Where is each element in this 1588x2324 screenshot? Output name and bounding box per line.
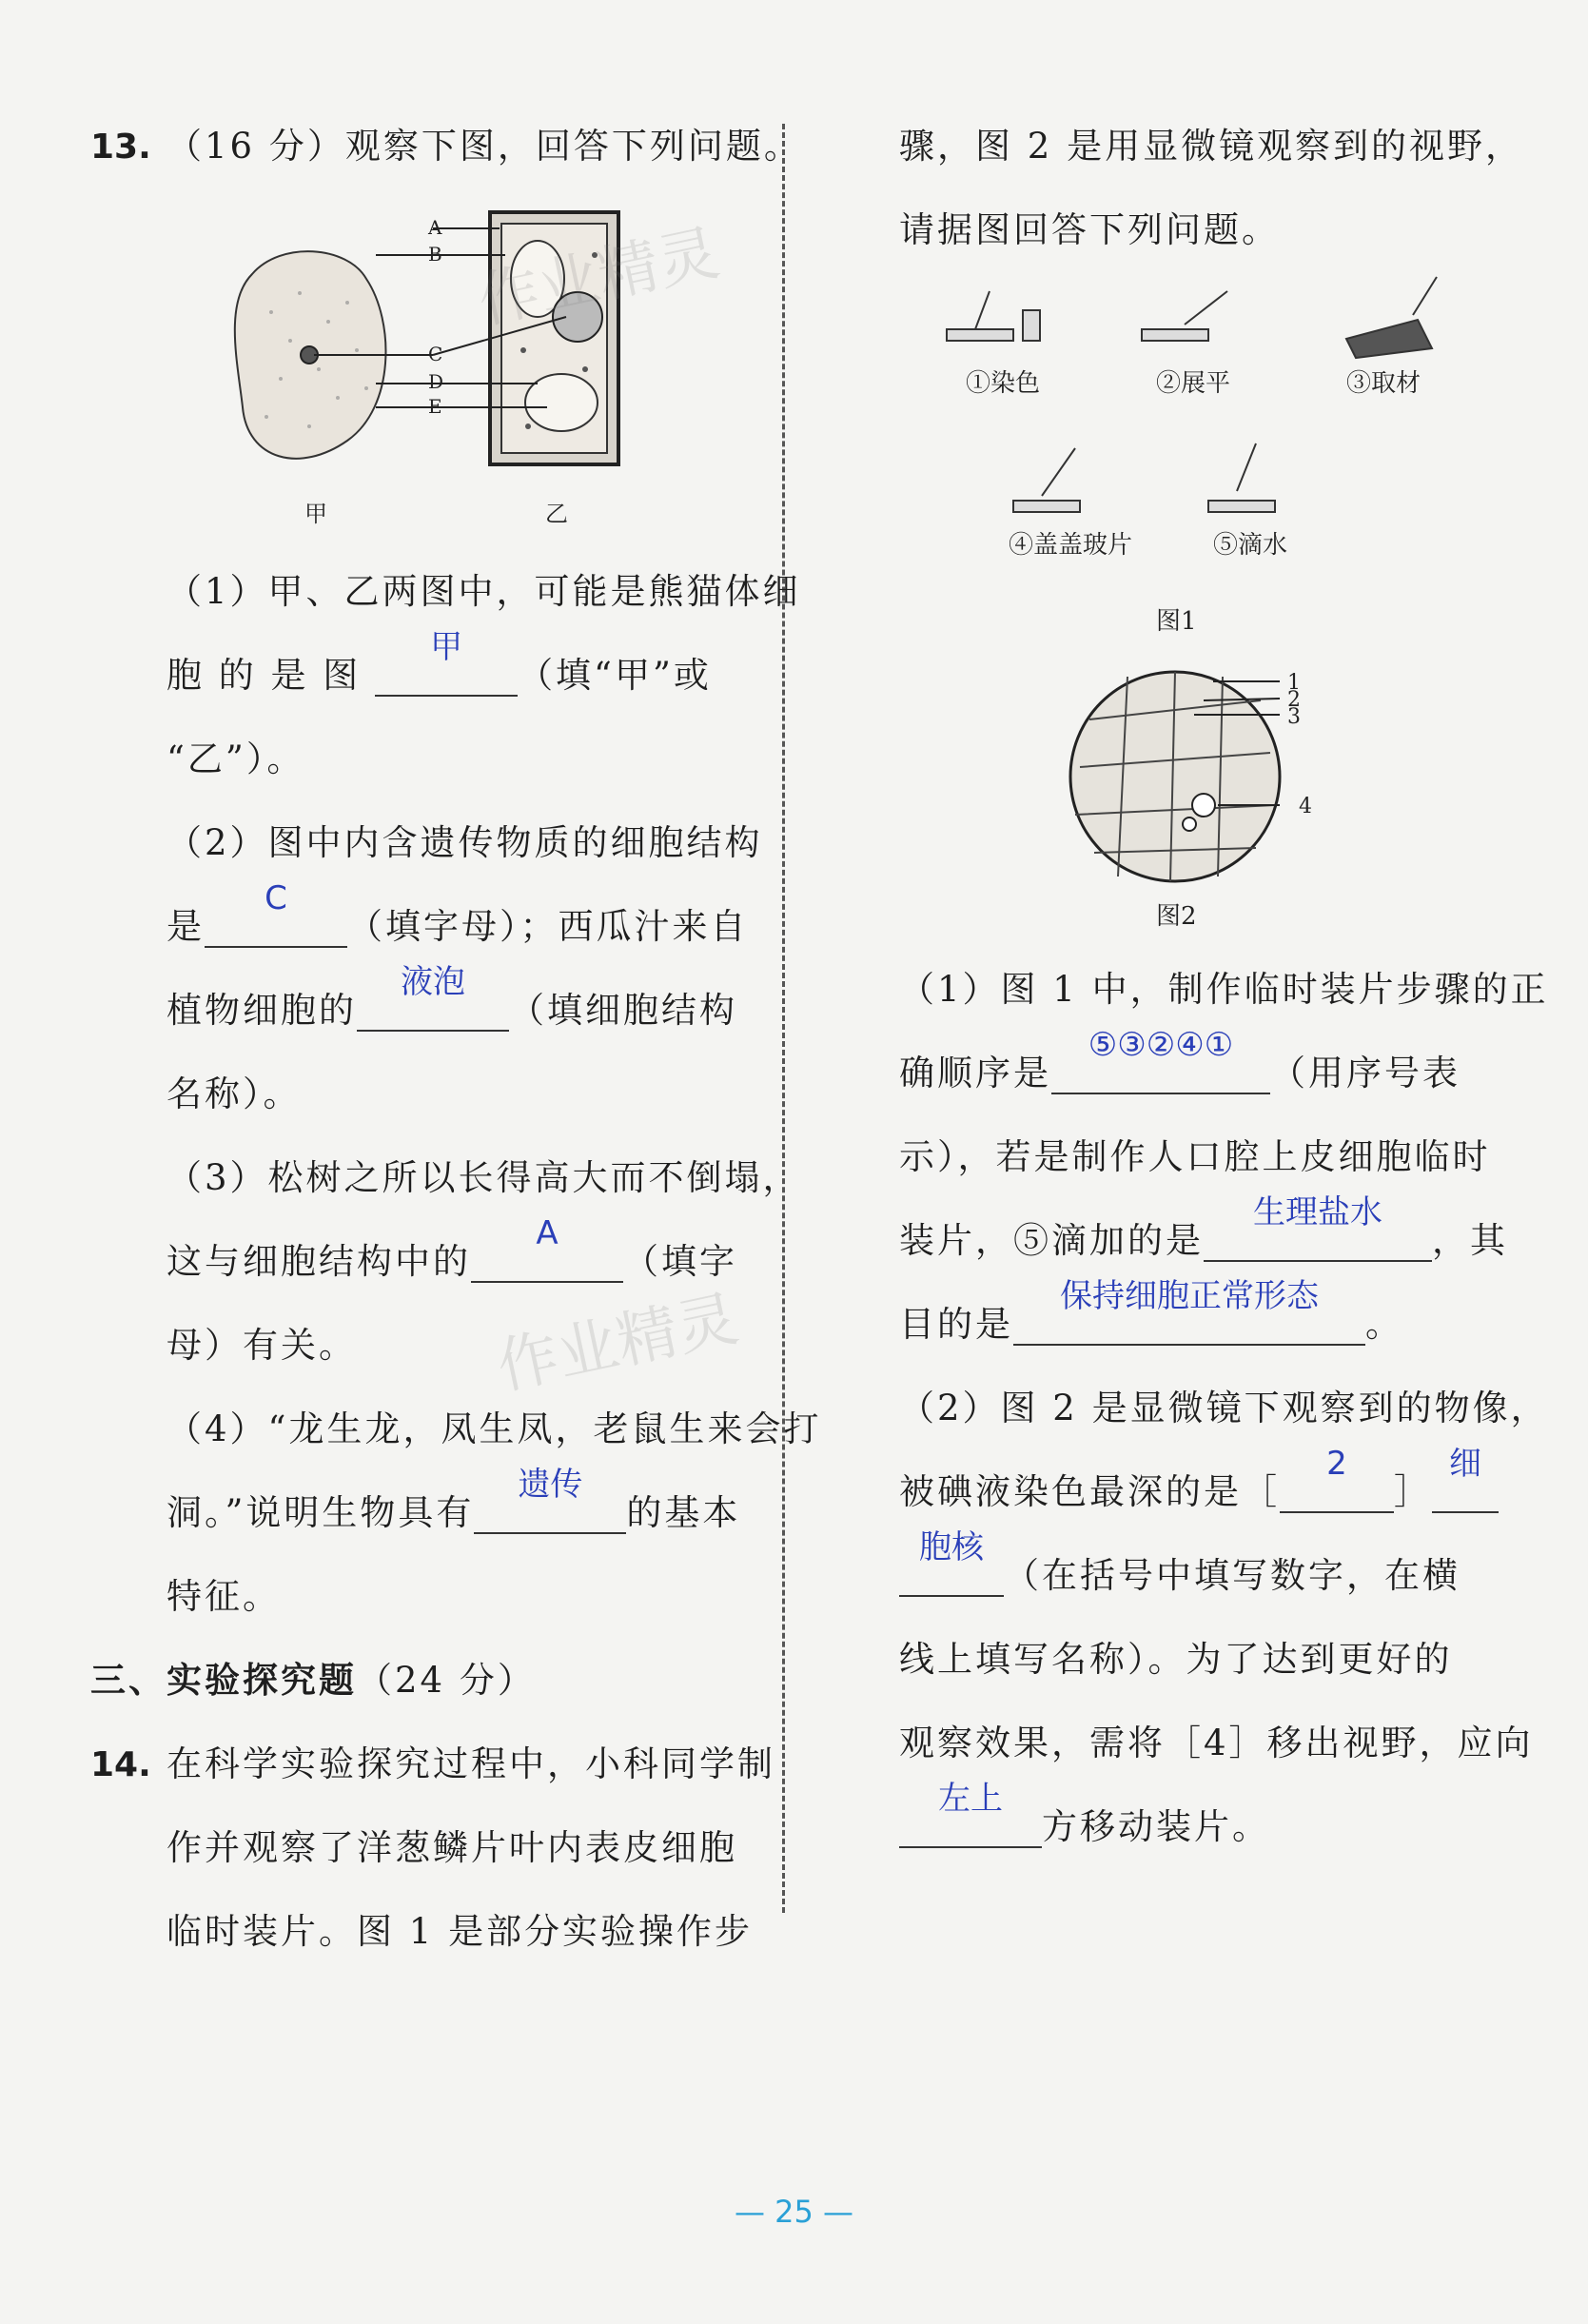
step3-onion-icon	[1346, 320, 1432, 358]
fig-label-B: B	[428, 243, 442, 266]
q14-p2-line2: 被碘液染色最深的是［ 2 ］ 细	[899, 1450, 1494, 1534]
q14-figure2	[899, 662, 1494, 948]
q13-p3-line2: 这与细胞结构中的 A （填字	[167, 1214, 737, 1282]
q13-p1-line1: （1）甲、乙两图中，可能是熊猫体细	[167, 571, 801, 612]
answer-blank[interactable]: 生理盐水	[1204, 1207, 1432, 1262]
q13-p2-line4: 名称）。	[167, 1073, 302, 1114]
fig-label-D: D	[428, 370, 444, 393]
fig-label-A: A	[428, 216, 442, 239]
q13-p4-line1: （4）“龙生龙，凤生凤，老鼠生来会打	[167, 1408, 822, 1449]
q14-p2-line1: （2）图 2 是显微镜下观察到的物像，	[899, 1388, 1549, 1428]
step5-slide-icon	[1208, 501, 1275, 512]
q13-p3-line1: （3）松树之所以长得高大而不倒塌，	[167, 1157, 801, 1198]
step4-label: ④盖盖玻片	[1009, 531, 1133, 560]
step4-slide-icon	[1013, 501, 1080, 512]
fig2-label-3: 3	[1287, 705, 1301, 729]
answer-blank[interactable]: 胞核	[899, 1542, 1004, 1597]
q13-p4-line2: 洞。”说明生物具有 遗传 的基本	[167, 1466, 741, 1533]
answer-blank[interactable]: 甲	[375, 641, 518, 697]
q13-p2-line3: 植物细胞的 液泡 （填细胞结构	[167, 963, 737, 1031]
fig2-label-4: 4	[1299, 795, 1312, 818]
answer-blank[interactable]: 遗传	[474, 1479, 626, 1534]
step1-slide-icon	[947, 329, 1013, 341]
q14-p1-line1: （1）图 1 中，制作临时装片步骤的正	[899, 969, 1549, 1010]
microscope-view-diagram	[899, 662, 1494, 948]
q14-right-line2: 请据图回答下列问题。	[899, 209, 1280, 250]
q13-p1-line3: “乙”）。	[167, 739, 305, 779]
q13-p1-line2: 胞 的 是 图 甲 （填“甲”或	[167, 628, 712, 696]
answer-blank[interactable]: 保持细胞正常形态	[1013, 1290, 1365, 1346]
q13-p3-line3: 母）有关。	[167, 1325, 357, 1366]
section-3-heading: 三、实验探究题（24 分）	[90, 1660, 536, 1701]
q13-figure	[90, 188, 756, 550]
slide-steps-diagram	[899, 272, 1494, 662]
q13-stem-line	[90, 105, 802, 188]
answer-blank[interactable]: A	[471, 1228, 623, 1283]
step2-label: ②展平	[1156, 369, 1231, 398]
q13-p2-line2: 是 C （填字母）；西瓜汁来自	[167, 879, 749, 947]
right-column	[899, 105, 1549, 1869]
q14-right-line1: 骤，图 2 是用显微镜观察到的视野，	[899, 126, 1524, 167]
watermark: 作业精灵	[491, 1284, 745, 1404]
answer-blank[interactable]: 细	[1432, 1458, 1499, 1513]
q14-line3: 临时装片。图 1 是部分实验操作步	[167, 1911, 754, 1952]
q14-p1-line4: 装片，⑤滴加的是 生理盐水 ，其	[899, 1193, 1508, 1261]
fig-label-C: C	[428, 343, 443, 365]
fig-caption-jia: 甲	[304, 501, 327, 527]
q14-figure1	[899, 272, 1494, 662]
answer-blank[interactable]: 2	[1280, 1458, 1394, 1513]
q14-p2-line5: 观察效果，需将［4］移出视野，应向	[899, 1723, 1534, 1763]
fig-caption-yi: 乙	[545, 501, 568, 527]
fig2-label-2: 2	[1287, 688, 1301, 712]
q13-p2-line1: （2）图中内含遗传物质的细胞结构	[167, 822, 763, 863]
fig2-label-1: 1	[1287, 671, 1301, 695]
answer-blank[interactable]: 液泡	[357, 976, 509, 1032]
left-column	[90, 105, 822, 1974]
column-divider	[782, 124, 785, 1913]
answer-blank[interactable]: ⑤③②④①	[1051, 1039, 1270, 1094]
q13-p4-line3: 特征。	[167, 1576, 281, 1617]
q14-p1-line5: 目的是 保持细胞正常形态 。	[899, 1277, 1403, 1345]
q14-p1-line2: 确顺序是 ⑤③②④① （用序号表	[899, 1026, 1461, 1093]
q14-p2-line6: 左上 方移动装片。	[899, 1785, 1494, 1869]
q14-p2-line3: 胞核 （在括号中填写数字，在横	[899, 1534, 1494, 1618]
answer-blank[interactable]: 左上	[899, 1793, 1042, 1848]
step5-label: ⑤滴水	[1213, 531, 1288, 560]
figure2-caption: 图2	[1156, 902, 1197, 931]
step1-label: ①染色	[966, 369, 1041, 398]
step3-label: ③取材	[1346, 369, 1421, 398]
fig-label-E: E	[428, 395, 442, 418]
q14-number: 14.	[90, 1745, 151, 1784]
figure1-caption: 图1	[1156, 607, 1197, 636]
q14-p2-line4: 线上填写名称）。为了达到更好的	[899, 1639, 1453, 1680]
q13-number: 13.	[90, 128, 151, 167]
page-number: — 25 —	[734, 2194, 854, 2230]
cell-diagram	[90, 188, 756, 550]
q14-line2: 作并观察了洋葱鳞片叶内表皮细胞	[167, 1827, 737, 1868]
q13-stem: （16 分）观察下图，回答下列问题。	[167, 126, 802, 167]
q14-line1: 14. 在科学实验探究过程中，小科同学制	[90, 1723, 756, 1806]
step2-slide-icon	[1142, 329, 1208, 341]
answer-blank[interactable]: C	[205, 893, 347, 948]
q14-p1-line3: 示），若是制作人口腔上皮细胞临时	[899, 1136, 1491, 1177]
